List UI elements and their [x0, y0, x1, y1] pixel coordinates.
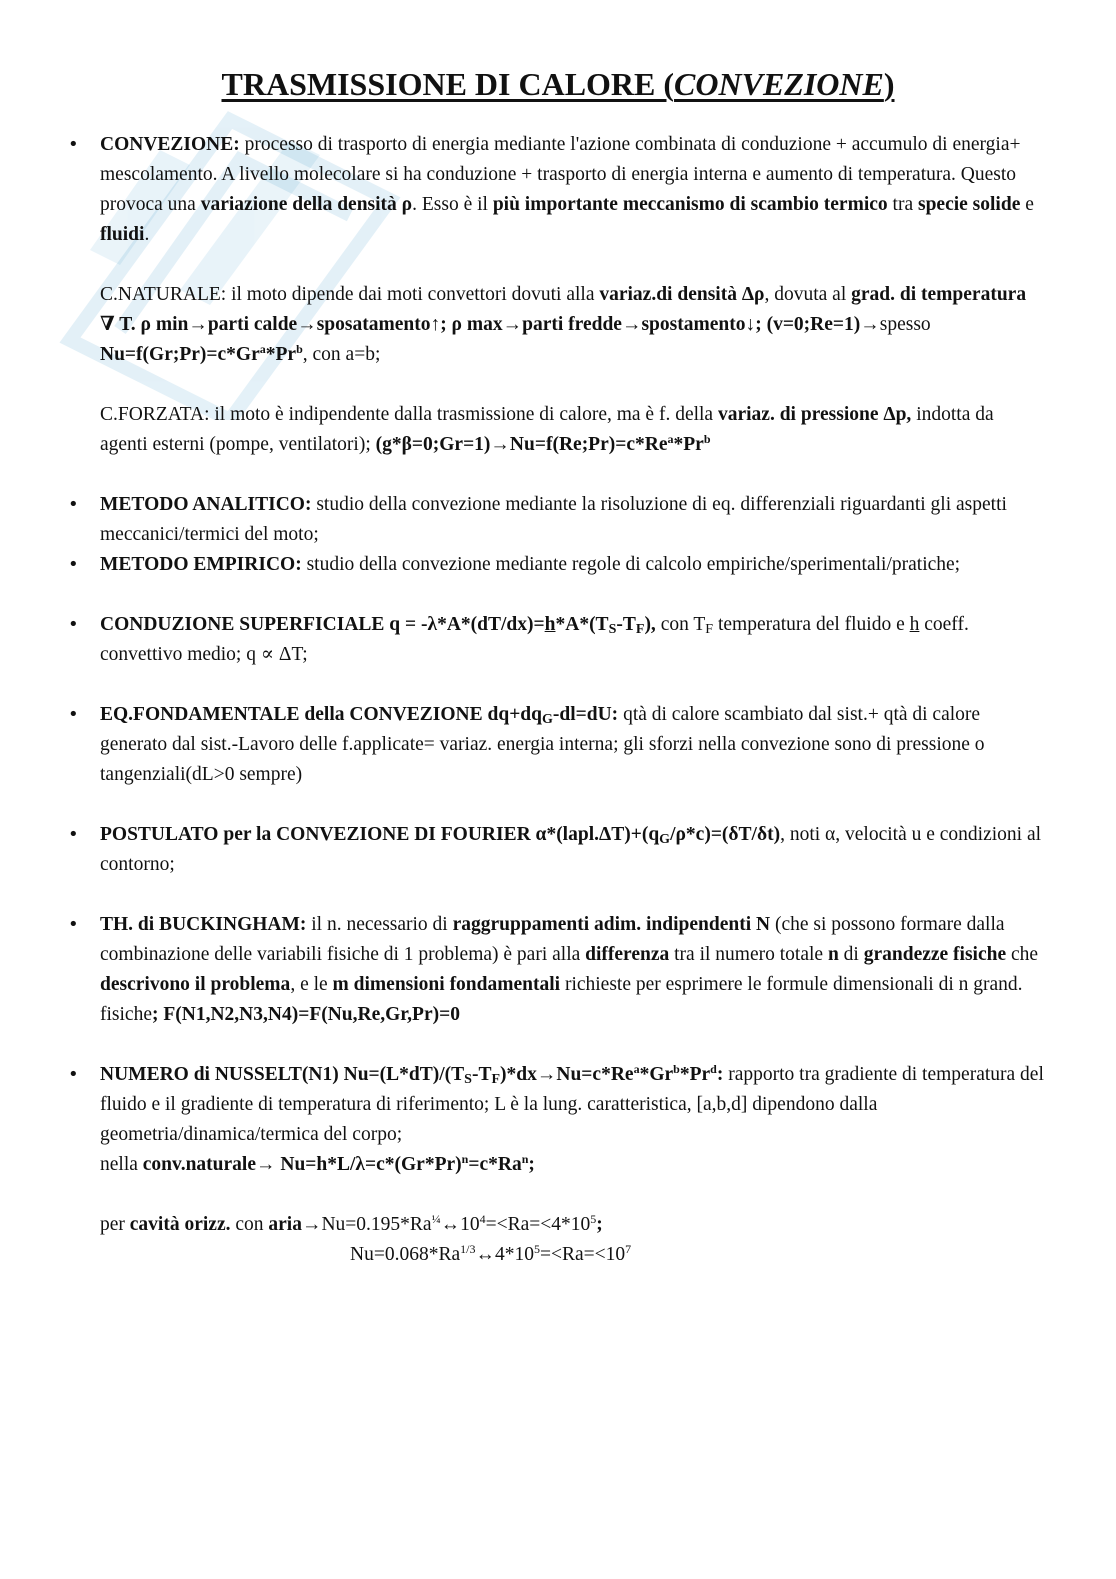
document-body	[100, 130, 1045, 1270]
cavita-line-1: per cavità orizz. con $aria\to Nu=0.195*Ra^{\frac{1}{4}}\leftrightarrow 10^4=<Ra=<4*10^5$;	[100, 1212, 603, 1235]
cavita-line-2: $Nu=0.068*Ra^{1/3}\leftrightarrow 4*10^5=<Ra=<10^7$	[350, 1242, 632, 1265]
nusselt-paragraph: • NUMERO di NUSSELT(N1) $Nu=(L*dT)/(T_S-T_F)*dx\to Nu=c*Re^a*Gr^b*Pr^d$: rapporto tra gradiente di temperatura del fluido e il gradiente di temperatura di riferimento; L è la lung. caratteristica, [a,b,d] dipendono dalla geometria/dinamica/termica del corpo; nella conv.naturale→ $Nu=h*L/\lambda=c*(Gr*Pr)^n=c*Ra^n$;	[100, 1060, 1045, 1180]
page-title: TRASMISSIONE DI CALORE (CONVEZIONE)	[221, 66, 895, 102]
fourier-paragraph: • POSTULATO per la CONVEZIONE DI FOURIER $\alpha*(lapl.\Delta T)+(q_G/\rho*c)=(\delta T/\delta t)$, noti α, velocità u e condizioni al contorno;	[100, 820, 1045, 880]
forzata-paragraph: C.FORZATA: il moto è indipendente dalla trasmissione di calore, ma è f. della variaz. di pressione Δp, indotta da agenti esterni (pompe, ventilatori); $(g*\beta=0;Gr=1)\to Nu=f(Re;Pr)=c*Re^a*Pr^b$	[100, 404, 994, 455]
superficiale-paragraph: • CONDUZIONE SUPERFICIALE $q = -\lambda*A*(dT/dx)=h*A*(T_S-T_F)$, con $T_F$ temperatura del fluido e h coeff. convettivo medio; q ∝ ΔT;	[100, 610, 1045, 670]
convezione-paragraph: • CONVEZIONE: processo di trasporto di energia mediante l'azione combinata di conduzione + accumulo di energia+ mescolamento. A livello molecolare si ha conduzione + trasporto di energia interna e aumento di temperatura. Questo provoca una variazione della densità ρ. Esso è il più importante meccanismo di scambio termico tra specie solide e fluidi.	[100, 130, 1045, 250]
empirico-paragraph: • METODO EMPIRICO: studio della convezione mediante regole di calcolo empiriche/sperimentali/pratiche;	[100, 550, 1045, 580]
naturale-paragraph: C.NATURALE: il moto dipende dai moti convettori dovuti alla variaz.di densità Δρ, dovuta al grad. di temperatura ∇ T. ρ min→parti calde→sposatamento↑; ρ max→parti fredde→spostamento↓; (v=0;Re=1)→spesso $Nu=f(Gr;Pr)=c*Gr^a*Pr^b$, con a=b;	[100, 284, 1027, 365]
fondamentale-paragraph: • EQ.FONDAMENTALE della CONVEZIONE $dq+dq_G-dl=dU$: qtà di calore scambiato dal sist.+ qtà di calore generato dal sist.-Lavoro delle f.applicate= variaz. energia interna; gli sforzi nella convezione sono di pressione o tangenziali(dL>0 sempre)	[100, 700, 1045, 790]
buckingham-paragraph: • TH. di BUCKINGHAM: il n. necessario di raggruppamenti adim. indipendenti N (che si possono formare dalla combinazione delle variabili fisiche di 1 problema) è pari alla differenza tra il numero totale n di grandezze fisiche che descrivono il problema, e le m dimensioni fondamentali richieste per esprimere le formule dimensionali di n grand. fisiche; F(N1,N2,N3,N4)=F(Nu,Re,Gr,Pr)=0	[100, 910, 1045, 1030]
analitico-paragraph: • METODO ANALITICO: studio della convezione mediante la risoluzione di eq. differenziali riguardanti gli aspetti meccanici/termici del moto;	[100, 490, 1045, 550]
